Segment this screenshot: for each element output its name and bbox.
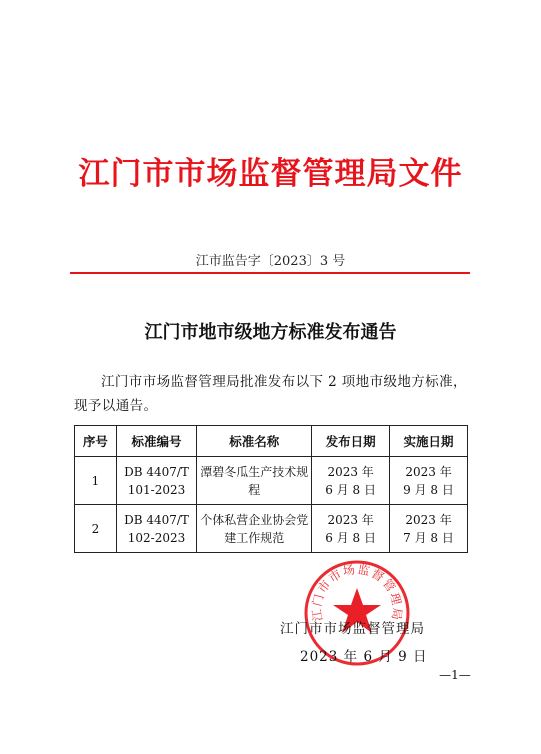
cell-name-line2: 程: [248, 482, 261, 497]
signature-date: 2023 年 6 月 9 日: [300, 649, 428, 665]
seal-text: 江门市市场监督管理局: [309, 562, 405, 623]
cell-impl-line1: 2023 年: [405, 464, 452, 479]
cell-code-line1: DB 4407/T: [124, 512, 189, 527]
table-row: [75, 457, 468, 505]
cell-pub-line1: 2023 年: [327, 464, 374, 479]
document-number: 江市监告字〔2023〕3 号: [195, 254, 346, 269]
table-header-row: [75, 426, 468, 457]
signature-organization: 江门市市场监督管理局: [280, 621, 425, 637]
cell-impl-line1: 2023 年: [405, 512, 452, 527]
cell-name: [197, 457, 312, 505]
cell-impl-line2: 9 月 8 日: [403, 482, 454, 497]
column-header-seq: 序号: [75, 426, 117, 457]
column-header-implement-date: 实施日期: [390, 426, 468, 457]
cell-pub-line1: 2023 年: [327, 512, 374, 527]
cell-name-line2: 建工作规范: [224, 530, 285, 545]
document-header-title: 江门市市场监督管理局文件: [78, 156, 463, 192]
cell-name: [197, 505, 312, 553]
cell-code-line2: 102-2023: [127, 530, 186, 545]
cell-seq: 1: [75, 457, 117, 505]
body-paragraph: 江门市市场监督管理局批准发布以下 2 项地市级地方标准，现予以通告。: [74, 374, 467, 414]
cell-publish-date: [312, 457, 390, 505]
cell-implement-date: [390, 457, 468, 505]
notice-title: 江门市地市级地方标准发布通告: [144, 322, 397, 343]
cell-seq: 2: [75, 505, 117, 553]
cell-publish-date: [312, 505, 390, 553]
cell-pub-line2: 6 月 8 日: [325, 530, 376, 545]
column-header-name: 标准名称: [197, 426, 312, 457]
standards-table: [74, 425, 468, 553]
red-divider-line: [70, 272, 470, 274]
cell-code: [116, 505, 196, 553]
cell-code-line2: 101-2023: [127, 482, 186, 497]
cell-code: [116, 457, 196, 505]
page-number: —1—: [439, 668, 471, 682]
column-header-publish-date: 发布日期: [312, 426, 390, 457]
cell-name-line1: 个体私营企业协会党: [200, 512, 309, 527]
table-row: [75, 505, 468, 553]
cell-code-line1: DB 4407/T: [124, 464, 189, 479]
column-header-code: 标准编号: [116, 426, 196, 457]
cell-implement-date: [390, 505, 468, 553]
cell-impl-line2: 7 月 8 日: [403, 530, 454, 545]
cell-pub-line2: 6 月 8 日: [325, 482, 376, 497]
cell-name-line1: 潭碧冬瓜生产技术规: [200, 464, 309, 479]
